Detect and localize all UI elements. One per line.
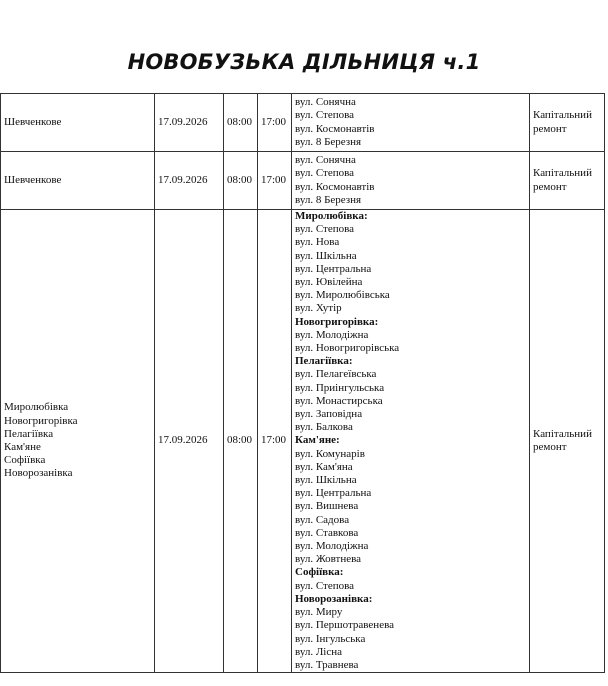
street-item: вул. Шкільна (295, 474, 357, 487)
street-item: вул. Центральна (295, 262, 372, 275)
street-item: вул. Степова (295, 109, 355, 122)
work-type-cell: Капітальний ремонт (530, 210, 605, 673)
street-item: вул. Заповідна (295, 408, 363, 421)
street-item: вул. 8 Березня (295, 135, 362, 148)
street-item: вул. Кам'яна (295, 460, 353, 473)
date-cell: 17.09.2026 (155, 94, 224, 152)
street-item: вул. Миру (295, 606, 343, 619)
table-row (1, 210, 605, 673)
street-item: вул. Жовтнева (295, 553, 362, 566)
street-item: вул. Пелагеївська (295, 368, 377, 381)
street-item: вул. Монастирська (295, 394, 383, 407)
street-item: вул. Молодіжна (295, 540, 369, 553)
street-item: вул. Степова (295, 223, 355, 236)
village-heading: Новогригорівка: (295, 315, 379, 328)
table-row (1, 152, 605, 210)
streets-cell (292, 210, 530, 673)
street-item: вул. Степова (295, 579, 355, 592)
street-item: вул. Інгульська (295, 632, 366, 645)
street-item: вул. Хутір (295, 302, 342, 315)
outage-schedule-table (0, 93, 605, 673)
street-item: вул. Шкільна (295, 249, 357, 262)
table-row (1, 94, 605, 152)
village-heading: Кам'яне: (295, 434, 340, 447)
end-time-cell: 17:00 (258, 94, 292, 152)
start-time-cell: 08:00 (224, 152, 258, 210)
street-item: вул. Травнева (295, 658, 359, 671)
street-item: вул. Космонавтів (295, 180, 375, 193)
street-item: вул. 8 Березня (295, 193, 362, 206)
page-title: НОВОБУЗЬКА ДІЛЬНИЦЯ ч.1 (127, 50, 481, 74)
village-heading: Новорозанівка: (295, 592, 373, 605)
street-item: вул. Приінгульська (295, 381, 385, 394)
village-heading: Миролюбівка: (295, 210, 368, 222)
settlement-cell: Миролюбівка Новогригорівка Пелагіївка Кам'яне Софіївка Новорозанівка (1, 210, 155, 673)
street-item: вул. Новогригорівська (295, 342, 400, 355)
street-item: вул. Степова (295, 167, 355, 180)
street-item: вул. Миролюбівська (295, 289, 390, 302)
street-item: вул. Космонавтів (295, 122, 375, 135)
village-heading: Софіївка: (295, 566, 344, 579)
streets-cell (292, 94, 530, 152)
date-cell: 17.09.2026 (155, 210, 224, 673)
work-type-cell: Капітальний ремонт (530, 94, 605, 152)
work-type-cell: Капітальний ремонт (530, 152, 605, 210)
street-item: вул. Першотравенева (295, 619, 395, 632)
street-item: вул. Ставкова (295, 526, 359, 539)
streets-cell (292, 152, 530, 210)
street-item: вул. Молодіжна (295, 328, 369, 341)
street-item: вул. Сонячна (295, 96, 356, 109)
street-item: вул. Лісна (295, 645, 342, 658)
start-time-cell: 08:00 (224, 94, 258, 152)
street-item: вул. Садова (295, 513, 350, 526)
street-item: вул. Балкова (295, 421, 353, 434)
settlement-cell: Шевченкове (1, 152, 155, 210)
street-item: вул. Комунарів (295, 447, 365, 460)
street-item: вул. Сонячна (295, 154, 356, 167)
street-item: вул. Вишнева (295, 500, 359, 513)
start-time-cell: 08:00 (224, 210, 258, 673)
end-time-cell: 17:00 (258, 152, 292, 210)
date-cell: 17.09.2026 (155, 152, 224, 210)
street-item: вул. Центральна (295, 487, 372, 500)
street-item: вул. Нова (295, 236, 340, 249)
settlement-cell: Шевченкове (1, 94, 155, 152)
village-heading: Пелагіївка: (295, 355, 353, 368)
street-item: вул. Ювілейна (295, 276, 363, 289)
end-time-cell: 17:00 (258, 210, 292, 673)
